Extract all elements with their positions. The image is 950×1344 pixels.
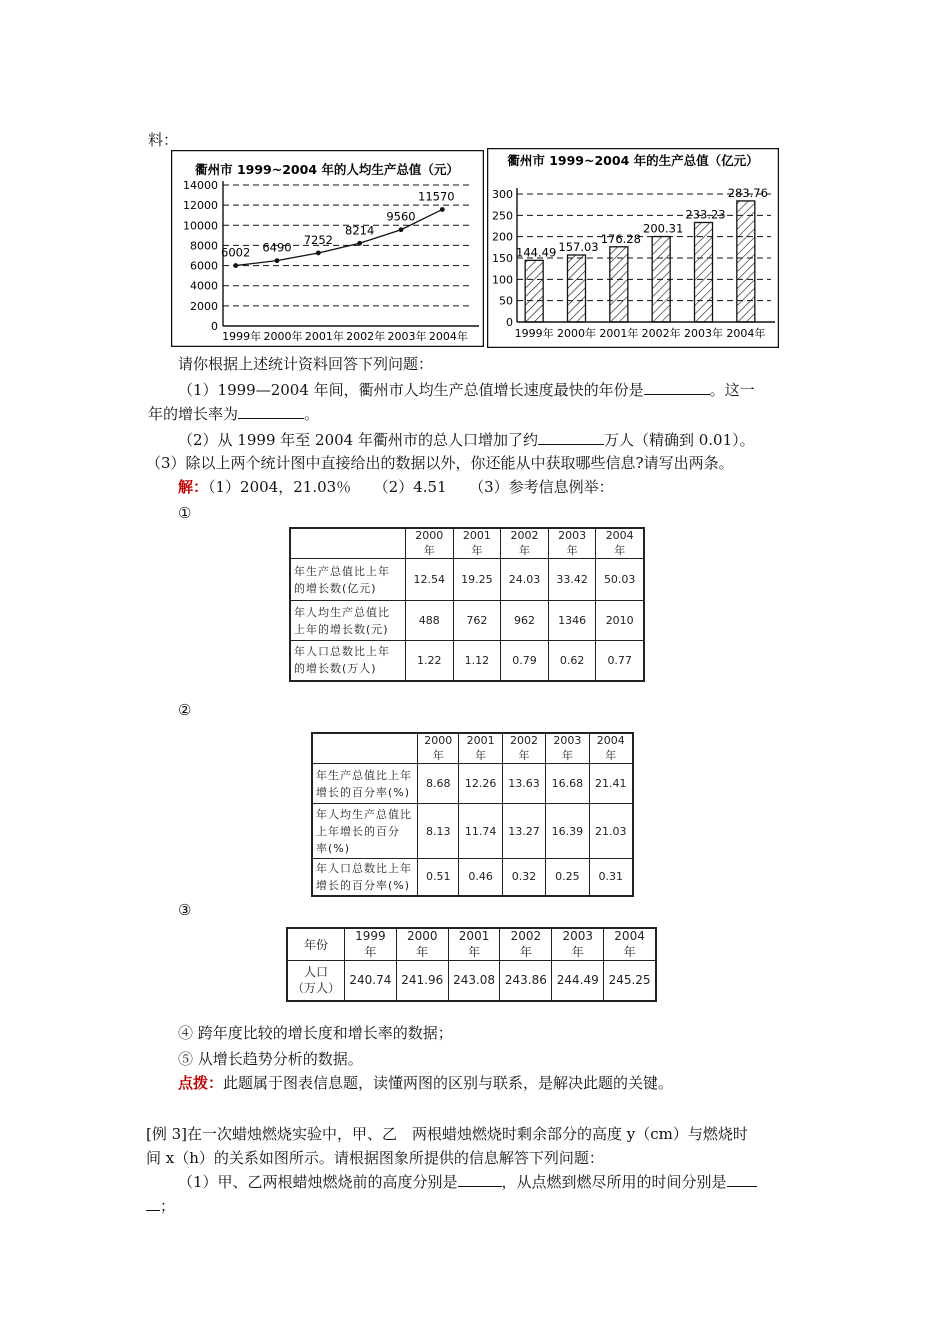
data-point bbox=[357, 241, 362, 246]
table-cell: 243.86 bbox=[500, 961, 552, 1001]
y-tick-label: 6000 bbox=[190, 259, 218, 273]
table-cell: 1346 bbox=[548, 601, 596, 641]
table-cell: 0.32 bbox=[502, 859, 545, 896]
table-cell: 0.25 bbox=[546, 859, 589, 896]
table-row bbox=[312, 804, 633, 859]
table-cell: 33.42 bbox=[548, 559, 596, 601]
table2-row-label: 年人均生产总值比 上年增长的百分 率(%) bbox=[312, 804, 418, 859]
question-1-end: 。 bbox=[304, 405, 320, 423]
table-cell: 0.31 bbox=[589, 859, 633, 896]
table3-row-label: 人口 （万人） bbox=[287, 961, 345, 1001]
bar bbox=[652, 237, 670, 322]
table1-row-label: 年人均生产总值比 上年的增长数(元) bbox=[290, 601, 406, 641]
table-cell: 0.46 bbox=[459, 859, 502, 896]
table-cell: 0.62 bbox=[548, 641, 596, 681]
question-intro: 请你根据上述统计资料回答下列问题： bbox=[178, 355, 434, 373]
line-chart-title: 衢州市 1999~2004 年的人均生产总值（元） bbox=[195, 162, 459, 177]
data-label: 283.76 bbox=[727, 185, 768, 200]
example-3-q1-text: （1）甲、乙两根蜡烛燃烧前的高度分别是 bbox=[178, 1173, 458, 1191]
table-cell: 1.22 bbox=[406, 641, 454, 681]
table-cell: 16.68 bbox=[546, 764, 589, 804]
table1-row-label: 年生产总值比上年 的增长数(亿元) bbox=[290, 559, 406, 601]
table-cell: 50.03 bbox=[596, 559, 644, 601]
table1-row-label: 年人口总数比上年 的增长数(万人) bbox=[290, 641, 406, 681]
bar bbox=[737, 201, 755, 322]
answer-blank bbox=[644, 380, 710, 395]
x-tick-label: 2001年 bbox=[304, 330, 344, 343]
table-row bbox=[312, 764, 633, 804]
question-1-cont-text: 年的增长率为 bbox=[148, 405, 239, 423]
table-cell: 11.74 bbox=[459, 804, 502, 859]
y-tick-label: 250 bbox=[492, 209, 513, 223]
table1-header: 2004 年 bbox=[596, 528, 644, 559]
table-cell: 762 bbox=[453, 601, 501, 641]
tip-line bbox=[178, 1073, 673, 1093]
table3-header-label: 年份 bbox=[287, 928, 345, 961]
table3-header: 2001 年 bbox=[448, 928, 500, 961]
table1-header: 2000 年 bbox=[406, 528, 454, 559]
data-label: 6002 bbox=[221, 245, 251, 260]
table-cell: 0.79 bbox=[501, 641, 549, 681]
marker-2: ② bbox=[178, 701, 192, 719]
data-label: 8214 bbox=[345, 223, 375, 238]
table-cell: 21.41 bbox=[589, 764, 633, 804]
table-cell: 13.63 bbox=[502, 764, 545, 804]
table3-header: 2004 年 bbox=[604, 928, 656, 961]
table-cell: 0.77 bbox=[596, 641, 644, 681]
y-tick-label: 50 bbox=[499, 294, 513, 308]
question-2 bbox=[178, 430, 755, 450]
table-cell: 245.25 bbox=[604, 961, 656, 1001]
table-cell: 8.68 bbox=[418, 764, 459, 804]
bar-chart-title: 衢州市 1999~2004 年的生产总值（亿元） bbox=[507, 153, 759, 168]
y-tick-label: 14000 bbox=[183, 179, 218, 192]
table-cell: 962 bbox=[501, 601, 549, 641]
question-1 bbox=[178, 380, 755, 400]
data-label: 6490 bbox=[262, 240, 292, 255]
data-point bbox=[399, 227, 404, 232]
y-tick-label: 300 bbox=[492, 188, 513, 201]
x-tick-label: 2000年 bbox=[557, 327, 596, 340]
table-cell: 0.51 bbox=[418, 859, 459, 896]
table-cell: 13.27 bbox=[502, 804, 545, 859]
data-point bbox=[316, 251, 321, 256]
table2-header: 2002 年 bbox=[502, 733, 545, 764]
x-tick-label: 2002年 bbox=[641, 327, 681, 340]
table-row bbox=[290, 641, 644, 681]
table-cell: 1.12 bbox=[453, 641, 501, 681]
x-tick-label: 2004年 bbox=[726, 327, 766, 340]
table-cell: 16.39 bbox=[546, 804, 589, 859]
question-1-cont bbox=[148, 404, 319, 424]
table-cell: 2010 bbox=[596, 601, 644, 641]
data-point bbox=[275, 258, 280, 263]
data-label: 9560 bbox=[386, 209, 416, 224]
table3-header: 2000 年 bbox=[396, 928, 448, 961]
per-capita-line-chart bbox=[171, 150, 484, 347]
x-tick-label: 2004年 bbox=[428, 330, 468, 343]
top-text: 料： bbox=[148, 131, 179, 149]
table-cell: 21.03 bbox=[589, 804, 633, 859]
x-tick-label: 2000年 bbox=[263, 330, 303, 343]
x-tick-label: 2003年 bbox=[684, 327, 723, 340]
table-row bbox=[290, 601, 644, 641]
data-label: 176.28 bbox=[600, 231, 641, 246]
table-cell: 240.74 bbox=[345, 961, 397, 1001]
y-tick-label: 2000 bbox=[190, 299, 218, 313]
x-tick-label: 1999年 bbox=[514, 327, 554, 340]
y-tick-label: 10000 bbox=[183, 219, 218, 233]
table-cell: 12.26 bbox=[459, 764, 502, 804]
y-tick-label: 0 bbox=[506, 316, 513, 329]
table-cell: 244.49 bbox=[552, 961, 604, 1001]
table-cell: 8.13 bbox=[418, 804, 459, 859]
question-2-tail: 万人（精确到 0.01）。 bbox=[603, 431, 755, 449]
question-2-text: （2）从 1999 年至 2004 年衢州市的总人口增加了约 bbox=[178, 431, 538, 449]
answer-blank bbox=[238, 404, 304, 419]
data-label: 200.31 bbox=[643, 221, 684, 236]
growth-count-table bbox=[289, 527, 645, 682]
x-tick-label: 2003年 bbox=[387, 330, 427, 343]
data-point bbox=[440, 207, 445, 212]
population-table bbox=[286, 927, 657, 1002]
table1-header: 2001 年 bbox=[453, 528, 501, 559]
y-tick-label: 200 bbox=[492, 230, 513, 244]
table-row bbox=[290, 559, 644, 601]
x-tick-label: 1999年 bbox=[222, 330, 262, 343]
table2-header: 2003 年 bbox=[546, 733, 589, 764]
table-cell: 243.08 bbox=[448, 961, 500, 1001]
answer-blank bbox=[727, 1172, 757, 1187]
data-label: 11570 bbox=[418, 189, 455, 204]
table-cell: 12.54 bbox=[406, 559, 454, 601]
data-label: 144.49 bbox=[516, 245, 557, 260]
x-tick-label: 2002年 bbox=[346, 330, 386, 343]
y-tick-label: 8000 bbox=[190, 239, 218, 253]
y-tick-label: 12000 bbox=[183, 199, 218, 213]
tip-text: 此题属于图表信息题，读懂两图的区别与联系，是解决此题的关键。 bbox=[223, 1074, 674, 1092]
table-cell: 488 bbox=[406, 601, 454, 641]
tip-label: 点拨： bbox=[178, 1074, 224, 1092]
item-5: ⑤ 从增长趋势分析的数据。 bbox=[178, 1050, 363, 1068]
y-tick-label: 100 bbox=[492, 273, 513, 287]
y-tick-label: 0 bbox=[211, 320, 218, 333]
item-4: ④ 跨年度比较的增长度和增长率的数据； bbox=[178, 1024, 453, 1042]
marker-1: ① bbox=[178, 504, 192, 522]
question-3: （3）除以上两个统计图中直接给出的数据以外，你还能从中获取哪些信息?请写出两条。 bbox=[146, 454, 734, 472]
question-1-tail: 。这一 bbox=[709, 381, 755, 399]
table-cell: 24.03 bbox=[501, 559, 549, 601]
table3-header: 2003 年 bbox=[552, 928, 604, 961]
marker-3: ③ bbox=[178, 901, 192, 919]
table2-header: 2000 年 bbox=[418, 733, 459, 764]
data-label: 7252 bbox=[303, 232, 333, 247]
data-point bbox=[233, 263, 238, 268]
example-3-question-1-cont bbox=[146, 1196, 175, 1216]
x-tick-label: 2001年 bbox=[599, 327, 639, 340]
table2-header: 2004 年 bbox=[589, 733, 633, 764]
example-3-q1-mid: ，从点燃到燃尽所用的时间分别是 bbox=[501, 1173, 727, 1191]
example-3-q1-end: ； bbox=[160, 1197, 176, 1215]
table2-row-label: 年人口总数比上年 增长的百分率(%) bbox=[312, 859, 418, 896]
table3-header: 2002 年 bbox=[500, 928, 552, 961]
table2-header: 2001 年 bbox=[459, 733, 502, 764]
bar bbox=[695, 222, 713, 322]
growth-rate-table bbox=[311, 732, 634, 897]
answer-blank bbox=[458, 1172, 502, 1187]
table-row bbox=[287, 961, 656, 1001]
answer-label: 解： bbox=[178, 478, 209, 496]
bar bbox=[525, 260, 543, 322]
table3-header: 1999 年 bbox=[345, 928, 397, 961]
bar bbox=[610, 247, 628, 322]
table2-row-label: 年生产总值比上年 增长的百分率(%) bbox=[312, 764, 418, 804]
question-1-text: （1）1999—2004 年间，衢州市人均生产总值增长速度最快的年份是 bbox=[178, 381, 644, 399]
table-cell: 19.25 bbox=[453, 559, 501, 601]
answer-blank bbox=[146, 1196, 160, 1211]
answer-line bbox=[178, 477, 614, 497]
answer-blank bbox=[538, 430, 604, 445]
data-label: 157.03 bbox=[558, 240, 599, 255]
table1-header: 2003 年 bbox=[548, 528, 596, 559]
example-3-question-1 bbox=[178, 1172, 757, 1192]
bar bbox=[568, 255, 586, 322]
table1-header: 2002 年 bbox=[501, 528, 549, 559]
example-3-line-2: 间 x（h）的关系如图所示。请根据图象所提供的信息解答下列问题： bbox=[146, 1149, 604, 1167]
y-tick-label: 4000 bbox=[190, 279, 218, 293]
answer-text: （1）2004，21.03％ （2）4.51 （3）参考信息例举： bbox=[208, 478, 614, 496]
table-row bbox=[312, 859, 633, 896]
gdp-bar-chart bbox=[487, 148, 779, 348]
y-tick-label: 150 bbox=[492, 252, 513, 265]
data-label: 233.23 bbox=[685, 207, 726, 222]
table-cell: 241.96 bbox=[396, 961, 448, 1001]
example-3-line-1: [例 3]在一次蜡烛燃烧实验中，甲、乙 两根蜡烛燃烧时剩余部分的高度 y（cm）与燃烧时 bbox=[146, 1125, 748, 1143]
